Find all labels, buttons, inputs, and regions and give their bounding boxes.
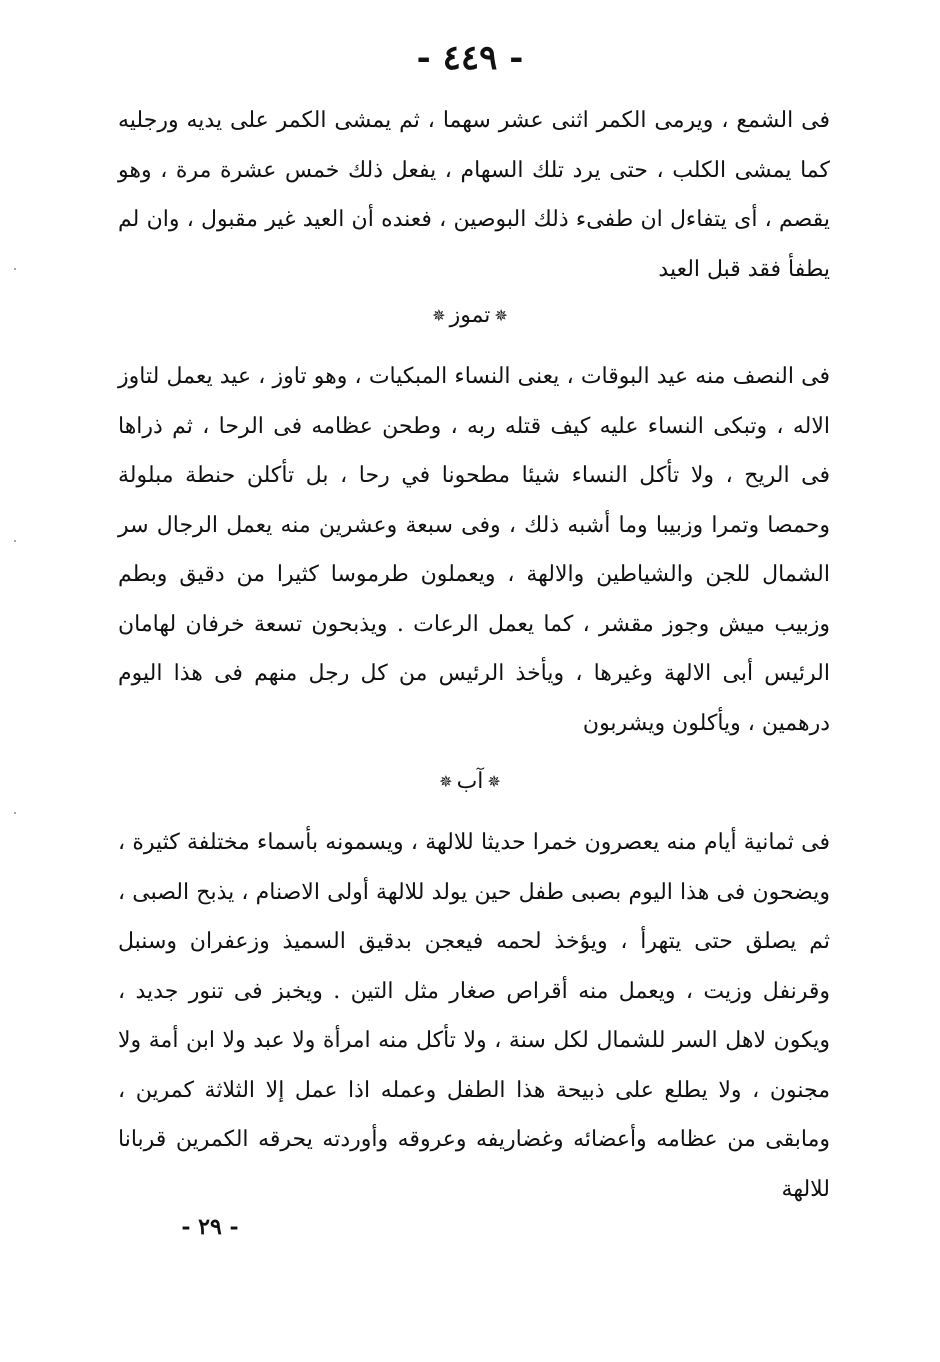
ornament-star-icon: ✵ xyxy=(487,772,501,791)
section-heading-ab xyxy=(0,762,940,802)
paragraph-ab: فى ثمانية أيام منه يعصرون خمرا حديثا للالهة ، ويسمونه بأسماء مختلفة كثيرة ، ويضحون فى هذا اليوم بصبى طفل حين يولد للالهة أولى الاصنام ، يذبح الصبى ، ثم يصلق حتى يتهرأ ، ويؤخذ لحمه فيعجن بدقيق السميذ وزعفران وسنبل وقرنفل وزيت ، ويعمل منه أقراص صغار مثل التين . ويخبز فى تنور جديد ، ويكون لاهل السر للشمال لكل سنة ، ولا تأكل منه امرأة ولا عبد ولا ابن أمة ولا مجنون ، ولا يطلع على ذبيحة هذا الطفل وعمله اذا عمل إلا الثلاثة كمرين ، ومابقى من عظامه وأعضائه وغضاريفه وعروقه وأوردته يحرقه الكمرين قربانا للالهة xyxy=(118,830,830,1202)
margin-dot xyxy=(14,540,16,542)
section-heading-text: تموز xyxy=(449,303,491,328)
footer-page-number: - ٢٩ - xyxy=(181,1214,239,1240)
paragraph-tammuz: فى النصف منه عيد البوقات ، يعنى النساء المبكيات ، وهو تاوز ، عيد يعمل لتاوز الاله ، وتبكى النساء عليه كيف قتله ربه ، وطحن عظامه فى الرحا ، ثم ذراها فى الريح ، ولا تأكل النساء شيئا مطحونا في رحا ، بل تأكلن حنطة مبلولة وحمصا وتمرا وزبيبا وما أشبه ذلك ، وفى سبعة وعشرين منه يعمل الرجال سر الشمال للجن والشياطين والالهة ، ويعملون طرموسا كثيرا من دقيق وبطم وزبيب ميش وجوز مقشر ، كما يعمل الرعات . ويذبحون تسعة خرفان لهامان الرئيس أبى الالهة وغيرها ، ويأخذ الرئيس من كل رجل منهم فى هذا اليوم درهمين ، ويأكلون ويشربون xyxy=(118,364,830,736)
ornament-star-icon: ✵ xyxy=(439,772,453,791)
margin-dot xyxy=(14,268,16,270)
page-number: - ٤٤٩ - xyxy=(416,38,524,78)
section-heading-text: آب xyxy=(456,769,484,794)
ornament-star-icon: ✵ xyxy=(432,306,446,325)
margin-dot xyxy=(14,812,16,814)
ornament-star-icon: ✵ xyxy=(494,306,508,325)
section-heading-tammuz xyxy=(0,296,940,336)
paragraph-intro: فى الشمع ، ويرمى الكمر اثنى عشر سهما ، ثم يمشى الكمر على يديه ورجليه كما يمشى الكلب ، حتى يرد تلك السهام ، يفعل ذلك خمس عشرة مرة ، وهو يقصم ، أى يتفاءل ان طفىء ذلك البوصين ، فعنده أن العيد غير مقبول ، وان لم يطفأ فقد قبل العيد xyxy=(118,108,830,282)
